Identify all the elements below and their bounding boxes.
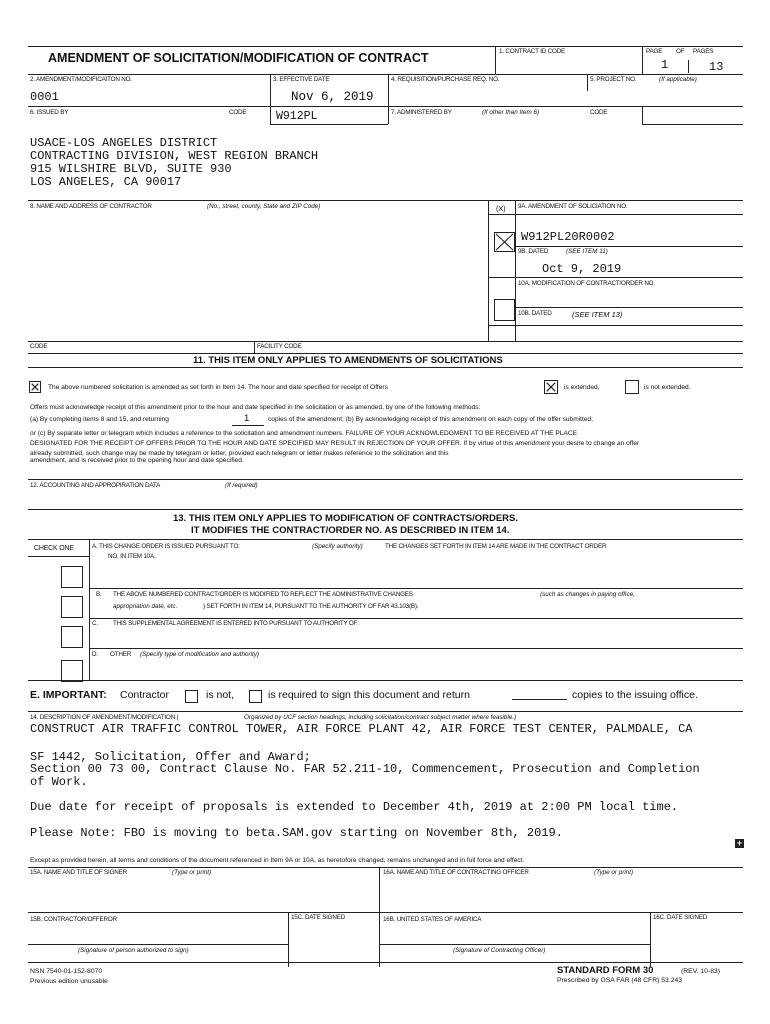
of-label: OF bbox=[676, 48, 685, 55]
item-13a-text: A. THIS CHANGE ORDER IS ISSUED PURSUANT TO: bbox=[92, 543, 240, 550]
item-13c-letter: C. bbox=[92, 620, 98, 627]
contract-id-code-label: 1. CONTRACT ID CODE bbox=[499, 48, 566, 55]
offers-text-line: already submitted, such change may be made by telegram or letter, provided each telegram or letter makes reference to the solicitation and this bbox=[30, 450, 449, 457]
item-13a-hint: (Specify authority) bbox=[312, 543, 363, 550]
administered-by-hint: (If other than Item 6) bbox=[482, 109, 540, 116]
effective-date-label: 3. EFFECTIVE DATE bbox=[273, 76, 330, 83]
item-13a-checkbox[interactable] bbox=[61, 566, 83, 588]
project-no-hint: (If applicable) bbox=[659, 76, 697, 83]
issuer-address-line: USACE-LOS ANGELES DISTRICT bbox=[30, 136, 218, 150]
x-column-label: (X) bbox=[496, 204, 506, 213]
offers-text-line: copies of the amendment; (b) By acknowledging receipt of this amendment on each copy of the offer submitted; bbox=[268, 416, 593, 423]
expand-icon[interactable]: + bbox=[736, 838, 743, 848]
standard-form-title: STANDARD FORM 30 bbox=[557, 965, 654, 976]
item-13d-hint: (Specify type of modification and authority) bbox=[140, 651, 260, 658]
amendment-no-label: 2. AMENDMENT/MODIFICAITON NO. bbox=[30, 76, 132, 83]
section-11-text: The above numbered solicitation is amended as set forth in Item 14. The hour and date specified for receipt of Offers bbox=[48, 384, 388, 391]
section-11-checkbox[interactable] bbox=[29, 381, 41, 393]
description-line: Please Note: FBO is moving to beta.SAM.gov starting on November 8th, 2019. bbox=[30, 826, 563, 840]
issued-code-label: CODE bbox=[229, 109, 247, 116]
item-13b-text: ) SET FORTH IN ITEM 14, PURSUANT TO THE AUTHORITY OF FAR 43.103(B). bbox=[203, 603, 419, 610]
previous-edition: Previous edition unusable bbox=[30, 978, 108, 985]
item-15c-label: 15C. DATE SIGNED bbox=[291, 914, 346, 921]
issuer-address-line: 915 WILSHIRE BLVD, SUITE 930 bbox=[30, 162, 232, 176]
sig-15-hint: (Signature of person authorized to sign) bbox=[78, 947, 189, 954]
accounting-label: 12. ACCOUNTING AND APPROPIRATION DATA bbox=[30, 482, 161, 489]
is-not-extended-label: is not extended. bbox=[644, 384, 691, 391]
item-13b-text: THE ABOVE NUMBERED CONTRACT/ORDER IS MODIFIED TO REFLECT THE ADMINISTRATIVE CHANGES bbox=[113, 591, 413, 598]
description-line: Due date for receipt of proposals is extended to December 4th, 2019 at 2:00 PM local time. bbox=[30, 800, 679, 814]
item-10b-hint: (SEE ITEM 13) bbox=[572, 310, 623, 319]
x-mark-icon bbox=[30, 382, 40, 392]
item-16a-hint: (Type or print) bbox=[594, 869, 634, 876]
pages-total: 13 bbox=[709, 60, 724, 74]
copies-count-field[interactable] bbox=[512, 699, 567, 700]
description-line: Section 00 73 00, Contract Clause No. FAR 52.211-10, Commencement, Prosecution and Completion bbox=[30, 762, 700, 776]
amendment-no-field[interactable]: 0001 bbox=[30, 90, 59, 104]
copies-returned-field[interactable]: 1 bbox=[244, 413, 250, 424]
contractor-signature-line[interactable] bbox=[28, 944, 288, 945]
form-title: AMENDMENT OF SOLICITATION/MODIFICATION OF CONTRACT bbox=[48, 51, 429, 65]
item-13c-text: THIS SUPPLEMENTAL AGREEMENT IS ENTERED INTO PURSUANT TO AUTHORITY OF: bbox=[113, 620, 359, 627]
x-mark-icon bbox=[545, 381, 557, 393]
issuer-address bbox=[30, 137, 318, 189]
prescribed-by: Prescribed by GSA FAR (48 CFR) 53.243 bbox=[557, 977, 683, 984]
facility-code-label: FACILITY CODE bbox=[257, 343, 302, 350]
item-16a-label: 16A. NAME AND TITLE OF CONTRACTING OFFICER bbox=[383, 869, 529, 876]
x-mark-icon bbox=[495, 233, 514, 251]
item-16b-label: 16B. UNITED STATES OF AMERICA bbox=[383, 916, 482, 923]
pages-label: PAGES bbox=[693, 48, 714, 55]
item-13d-text: OTHER bbox=[110, 651, 132, 658]
description-line: of Work. bbox=[30, 775, 88, 789]
item-13d-checkbox[interactable] bbox=[61, 660, 83, 682]
sig-16-hint: (Signature of Contracting Officer) bbox=[453, 947, 546, 954]
item-9a-label: 9A. AMENDMENT OF SOLICIATION NO. bbox=[518, 203, 628, 210]
issuer-address-line: CONTRACTING DIVISION, WEST REGION BRANCH bbox=[30, 149, 319, 163]
solicitation-no-field[interactable]: W912PL20R0002 bbox=[521, 230, 615, 244]
page-label: PAGE bbox=[646, 48, 663, 55]
nsn-number: NSN 7540-01-152-8070 bbox=[30, 968, 103, 975]
contractor-code-label: CODE bbox=[30, 343, 48, 350]
description-line: CONSTRUCT AIR TRAFFIC CONTROL TOWER, AIR FORCE PLANT 42, AIR FORCE TEST CENTER, PALMDALE, CA bbox=[30, 722, 693, 736]
not-extended-checkbox[interactable] bbox=[625, 380, 639, 394]
item-13d-letter: D. bbox=[92, 651, 98, 658]
effective-date-field[interactable]: Nov 6, 2019 bbox=[291, 90, 374, 104]
item-13a-text: NO. IN ITEM 10A. bbox=[108, 553, 156, 560]
offers-text-line: DESIGNATED FOR THE RECEIPT OF OFFERS PRIOR TO THE HOUR AND DATE SPECIFIED MAY RESULT IN REJECTION OF YOUR OFFER. If by virtue of this amendment your desire to change an offer bbox=[30, 440, 640, 447]
item-14-label: 14. DESCRIPTION OF AMENDMENT/MODIFICATION ( bbox=[30, 714, 179, 721]
section-11-title: 11. THIS ITEM ONLY APPLIES TO AMENDMENTS OF SOLICITATIONS bbox=[193, 355, 503, 366]
is-not-checkbox[interactable] bbox=[185, 690, 198, 703]
item-13a-text: THE CHANGES SET FORTH IN ITEM 14 ARE MADE IN THE CONTRACT ORDER bbox=[385, 543, 607, 550]
is-not-label: is not, bbox=[206, 689, 235, 701]
project-no-label: 5. PROJECT NO. bbox=[590, 76, 637, 83]
important-label: E. IMPORTANT: bbox=[30, 689, 107, 701]
description-line: SF 1442, Solicitation, Offer and Award; bbox=[30, 750, 311, 764]
issued-code-field[interactable]: W912PL bbox=[276, 110, 318, 123]
contractor-word: Contractor bbox=[120, 689, 170, 701]
is-required-checkbox[interactable] bbox=[249, 690, 262, 703]
page-number: 1 bbox=[661, 58, 669, 72]
accounting-hint: (If required) bbox=[225, 482, 258, 489]
administered-by-label: 7. ADMINISTERED BY bbox=[391, 109, 452, 116]
item-13b-hint: (such as changes in paying office, bbox=[540, 591, 635, 598]
contractor-label: 8. NAME AND ADDRESS OF CONTRACTOR bbox=[30, 203, 152, 210]
section-13-subtitle: IT MODIFIES THE CONTRACT/ORDER NO. AS DESCRIBED IN ITEM 14. bbox=[191, 525, 510, 536]
offers-text-line: Offers must acknowledge receipt of this amendment prior to the hour and date specified in the solicitation or as amended, by one of the following methods: bbox=[30, 404, 481, 411]
section-13-title: 13. THIS ITEM ONLY APPLIES TO MODIFICATION OF CONTRACTS/ORDERS. bbox=[173, 513, 519, 524]
item-13b-hint: appropriation date, etc. bbox=[113, 603, 178, 610]
item-15a-label: 15A. NAME AND TITLE OF SIGNER bbox=[30, 869, 127, 876]
contractor-hint: (No., street, county, State and ZIP Code) bbox=[207, 203, 321, 210]
officer-signature-line[interactable] bbox=[379, 944, 650, 945]
offers-text-line: (a) By completing items 8 and 15, and returning bbox=[30, 416, 169, 423]
item-15b-label: 15B. CONTRACTOR/OFFEROR bbox=[30, 916, 117, 923]
copies-issuing-label: copies to the issuing office. bbox=[572, 689, 698, 701]
except-text: Except as provided herein, all terms and conditions of the document referenced in Item 9A or 10A, as heretofore changed, remains unchanged and in full force and effect. bbox=[30, 857, 525, 864]
item-15a-hint: (Type or print) bbox=[172, 869, 212, 876]
is-extended-label: is extended, bbox=[564, 384, 600, 391]
item-14-hint: Organized by UCF section headings, including solicitation/contract subject matter where feasible.) bbox=[244, 714, 517, 721]
item-10b-label: 10B. DATED bbox=[518, 310, 552, 317]
offers-text-line: or (c) By separate letter or telegram which includes a reference to the solicitation and amendment numbers. FAILURE OF YOUR ACKNOWLEDGMENT TO BE RECEIVED AT THE PLACE bbox=[30, 430, 578, 437]
extended-checkbox[interactable] bbox=[544, 380, 558, 394]
item-13b-letter: B. bbox=[96, 591, 102, 598]
check-one-label: CHECK ONE bbox=[34, 545, 74, 552]
amendment-checkbox[interactable] bbox=[494, 232, 515, 252]
offers-text-line: amendment, and is received prior to the opening hour and date specified. bbox=[30, 457, 244, 464]
revision: (REV. 10-83) bbox=[681, 968, 721, 975]
issuer-address-line: LOS ANGELES, CA 90017 bbox=[30, 175, 182, 189]
item-9b-label: 9B. DATED bbox=[518, 248, 549, 255]
item-9b-hint: (SEE ITEM 11) bbox=[566, 248, 608, 255]
item-16c-label: 16C. DATE SIGNED bbox=[653, 914, 708, 921]
administered-code-label: CODE bbox=[590, 109, 608, 116]
item-10a-label: 10A. MODIFICATION OF CONTRACT/ORDER NO. bbox=[518, 280, 655, 287]
item-13b-checkbox[interactable] bbox=[61, 596, 83, 618]
req-no-label: 4. REQUISITION/PURCHASE REQ. NO. bbox=[391, 76, 500, 83]
modification-checkbox[interactable] bbox=[494, 299, 515, 321]
is-required-label: is required to sign this document and return bbox=[268, 689, 470, 701]
issued-by-label: 6. ISSUED BY bbox=[30, 109, 69, 116]
item-13c-checkbox[interactable] bbox=[61, 626, 83, 648]
solicitation-date-field[interactable]: Oct 9, 2019 bbox=[542, 262, 622, 276]
